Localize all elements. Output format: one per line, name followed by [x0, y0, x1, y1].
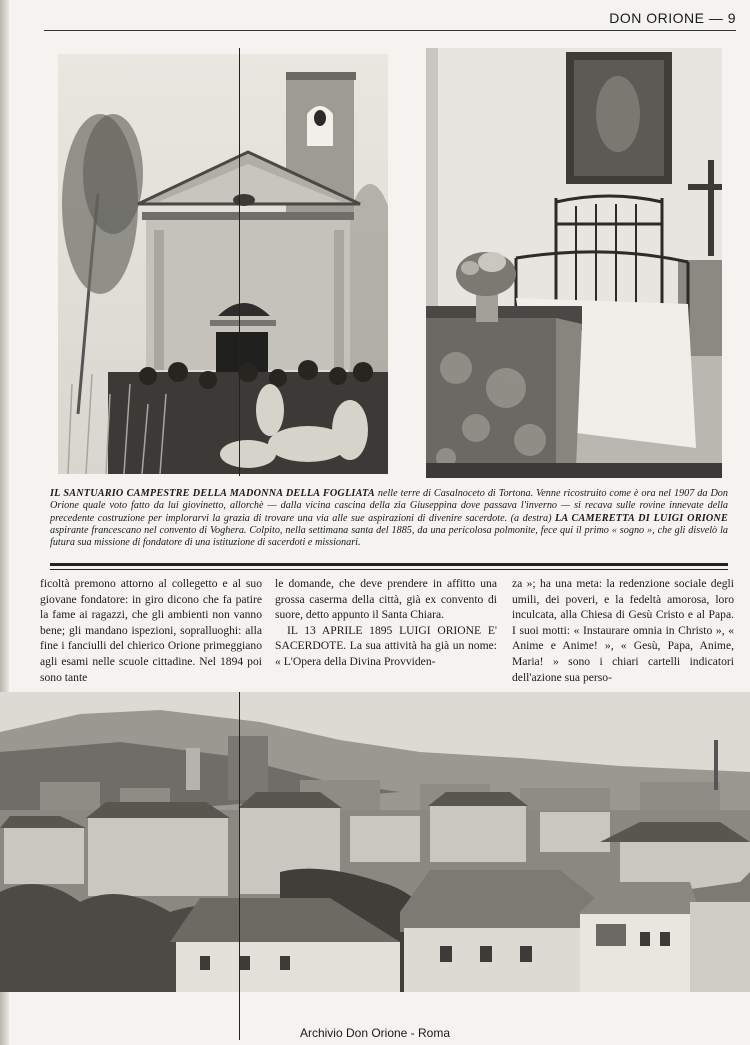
text-column-3 — [512, 576, 734, 685]
sanctuary-photo — [58, 54, 388, 474]
column-1-paragraph: ficoltà premono attorno al collegetto e al suo giovane fondatore: in giro dicono che fa patire la fame ai ragazzi, che gli ambienti non vanno bene; gli mandano ispezioni, sopralluoghi: alla fine i fanciulli del chierico Orione primeggiano agli esami nelle scuole cittadine. Nel 1894 poi sono tante — [40, 577, 262, 684]
caption-rule-thick — [50, 563, 728, 566]
town-panorama-photo — [0, 692, 750, 992]
photo-caption — [50, 488, 728, 549]
caption-sanctuary-title: IL SANTUARIO CAMPESTRE DELLA MADONNA DELLA FOGLIATA — [50, 488, 375, 499]
caption-rule-thin — [50, 569, 728, 570]
column-2-paragraph-2: IL 13 APRILE 1895 LUIGI ORIONE E' SACERDOTE. La sua attività ha già un nome: « L'Opera della Divina Provviden- — [275, 623, 497, 668]
caption-text-2: aspirante francescano nel convento di Voghera. Colpito, nella settimana santa del 1885, da una pericolosa polmonite, fece qui il primo « sogno », che gli disvelò la futura sua missione di fondatore di una istituzione di sacerdoti e missionari. — [50, 524, 728, 549]
column-2-paragraph-1: le domande, che deve prendere in affitto una grossa caserma della città, già ex convento di suore, detto appunto il Santa Chiara. — [275, 577, 497, 622]
running-header: DON ORIONE — 9 — [609, 10, 736, 26]
caption-room-title: LA CAMERETTA DI LUIGI ORIONE — [554, 512, 728, 524]
cameretta-photo — [426, 48, 722, 478]
text-column-1 — [40, 576, 262, 685]
caption-text-1: nelle terre di Casalnoceto di Tortona. Venne ricostruito come è ora nel 1907 da Don Orione quale voto fatto da lui giovinetto, allorchè — dalla vicina cascina della zia Giuseppina dove passava l'inverno — si recava sulle rovine innevate della precedente costruzione per implorarvi la grazia di trovare una via alle sue aspirazioni di divenire sacerdote. (a destra) — [50, 488, 728, 524]
archive-footer: Archivio Don Orione - Roma — [299, 1026, 451, 1040]
column-3-paragraph: za »; ha una meta: la redenzione sociale degli umili, dei poveri, e la fedeltà amorosa, loro inculcata, alla Chiesa di Gesù Cristo e al Papa. I suoi motti: « Instaurare omnia in Christo », « Anime e Anime! », « Gesù, Papa, Anime, Maria! » sono i chiari cartelli indicatori dell'azione sua perso- — [512, 577, 734, 684]
fold-line-bottom — [239, 692, 240, 1040]
header-rule — [44, 30, 736, 31]
text-column-2 — [275, 576, 497, 670]
fold-line-top — [239, 48, 240, 476]
